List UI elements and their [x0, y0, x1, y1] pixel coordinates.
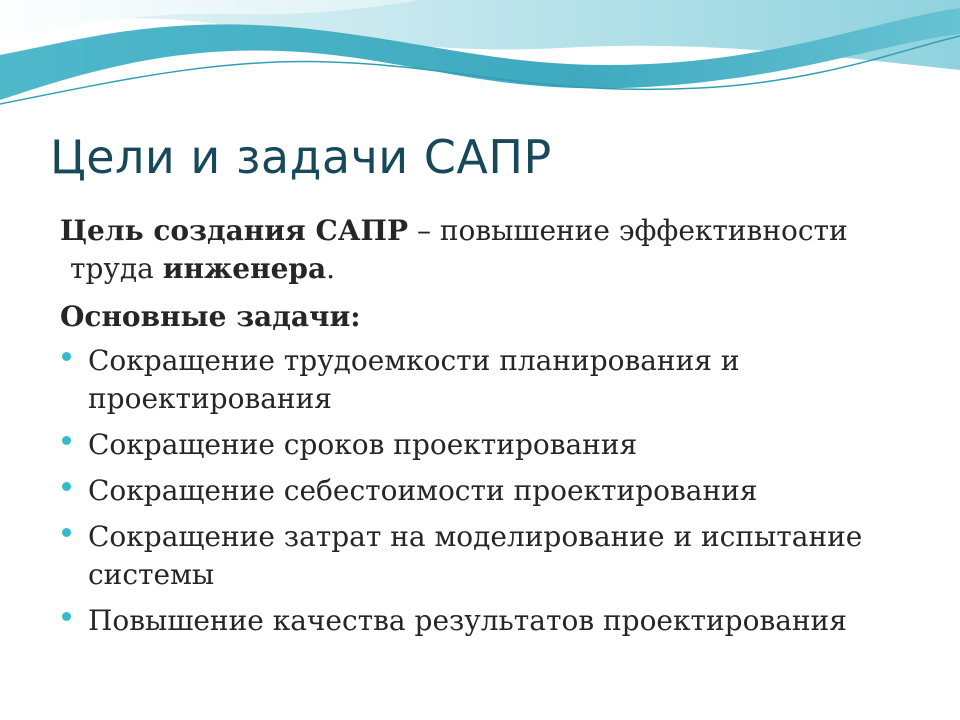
tasks-heading: Основные задачи: — [60, 300, 361, 333]
goal-line2-suffix: . — [326, 252, 336, 285]
task-line-1: Повышение качества результатов проектирования — [88, 604, 847, 637]
goal-dash-text: – повышение эффективности — [408, 214, 848, 247]
task-item — [60, 342, 930, 418]
task-item — [60, 426, 930, 464]
task-item — [60, 472, 930, 510]
slide-title: Цели и задачи САПР — [50, 130, 552, 184]
goal-label: Цель создания САПР — [60, 214, 409, 247]
bullet-dot-icon — [62, 436, 71, 445]
task-line-2: системы — [88, 558, 215, 591]
tasks-list — [60, 342, 930, 640]
task-line-1: Сокращение себестоимости проектирования — [88, 474, 758, 507]
slide-body — [60, 212, 930, 648]
task-item — [60, 518, 930, 594]
goal-line2-bold: инженера — [162, 252, 327, 285]
bullet-dot-icon — [62, 612, 71, 621]
task-item — [60, 602, 930, 640]
bullet-dot-icon — [62, 528, 71, 537]
task-line-1: Сокращение трудоемкости планирования и — [88, 344, 740, 377]
bullet-dot-icon — [62, 482, 71, 491]
goal-line2-prefix: труда — [70, 252, 163, 285]
task-line-2: проектирования — [88, 382, 332, 415]
goal-line-2 — [60, 250, 930, 288]
goal-paragraph — [60, 212, 930, 288]
task-line-1: Сокращение сроков проектирования — [88, 428, 638, 461]
task-line-1: Сокращение затрат на моделирование и испытание — [88, 520, 863, 553]
decorative-wave-header — [0, 0, 960, 120]
bullet-dot-icon — [62, 352, 71, 361]
